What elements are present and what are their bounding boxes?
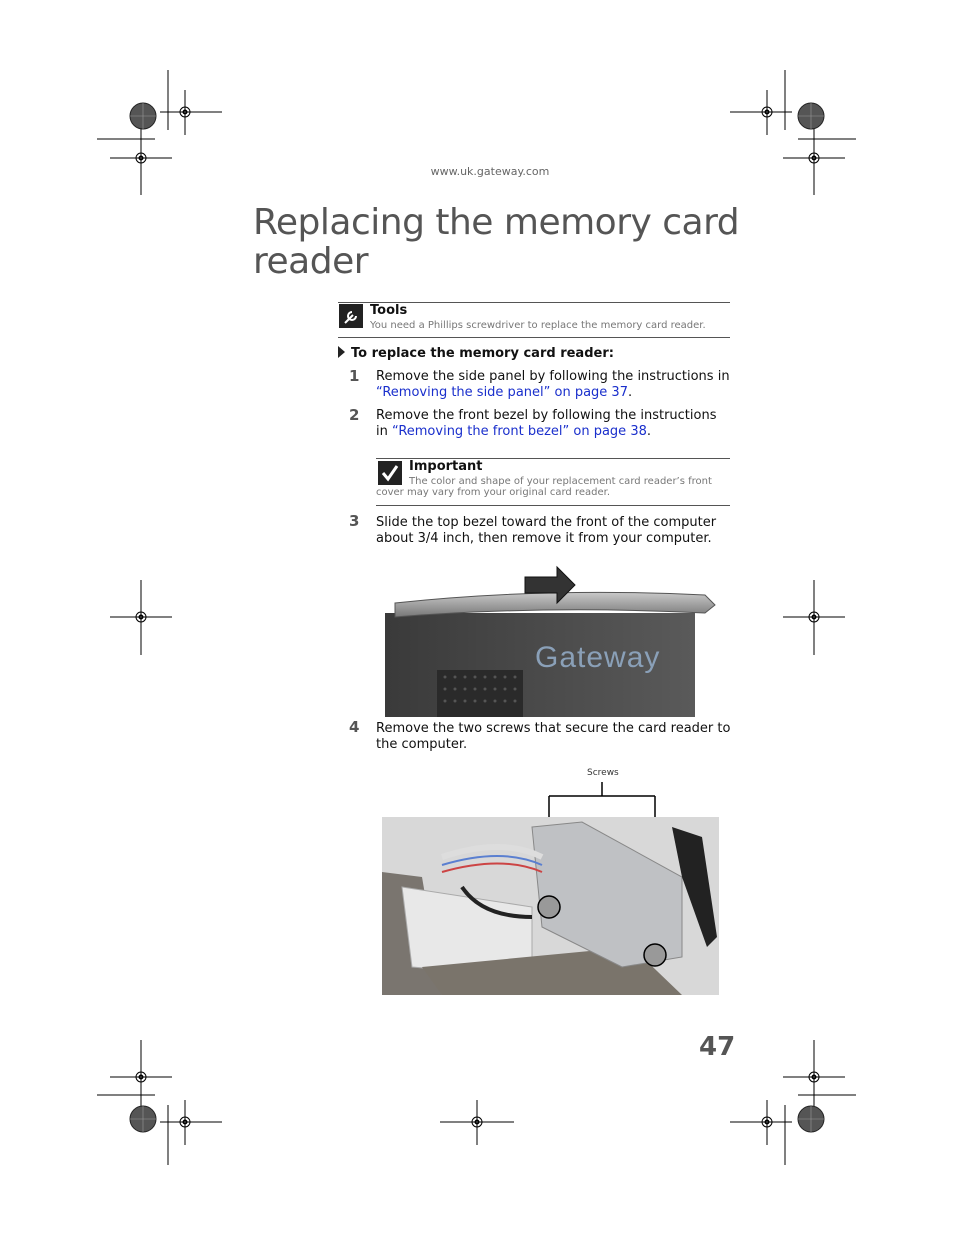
step-end: .: [627, 385, 633, 400]
step-link[interactable]: “Removing the front bezel” on page 38: [391, 424, 647, 439]
step-text: [376, 408, 732, 440]
step-end: .: [646, 424, 651, 439]
tools-heading: Tools: [370, 303, 408, 318]
gateway-brand-text: Gateway: [535, 641, 661, 674]
step-text: Slide the top bezel toward the front of the computer about 3/4 inch, then remove it from your computer.: [376, 515, 717, 546]
important-text-body: The color and shape of your replacement card reader’s front cover may vary from your original card reader.: [376, 476, 712, 498]
step-text: [376, 369, 732, 401]
step-number: 2: [349, 406, 360, 424]
important-box: [376, 458, 730, 506]
wrench-icon: [339, 304, 363, 328]
step-text: Remove the two screws that secure the card reader to the computer.: [376, 721, 731, 752]
arrow-right-icon: [338, 346, 345, 358]
step-link[interactable]: “Removing the side panel” on page 37: [376, 385, 628, 400]
header-url[interactable]: www.uk.gateway.com: [430, 165, 550, 178]
step-body: Remove the front bezel by following the instructions in: [376, 408, 717, 439]
page-number: 47: [699, 1032, 736, 1062]
step-number: 3: [349, 512, 360, 530]
step-number: 1: [349, 367, 360, 385]
step-body: Remove the side panel by following the instructions in: [376, 369, 730, 384]
screws-caption: Screws: [587, 768, 619, 778]
card-reader-photo: [382, 817, 719, 995]
tools-box: [338, 302, 730, 338]
top-bezel-photo: [385, 565, 721, 717]
procedure-heading-text: To replace the memory card reader:: [351, 346, 614, 361]
tools-text: You need a Phillips screwdriver to replace the memory card reader.: [370, 320, 706, 331]
procedure-heading: [338, 346, 614, 361]
page-title: Replacing the memory card reader: [253, 202, 740, 282]
step-number: 4: [349, 718, 360, 736]
important-text: [376, 476, 718, 498]
important-heading: Important: [409, 459, 483, 474]
